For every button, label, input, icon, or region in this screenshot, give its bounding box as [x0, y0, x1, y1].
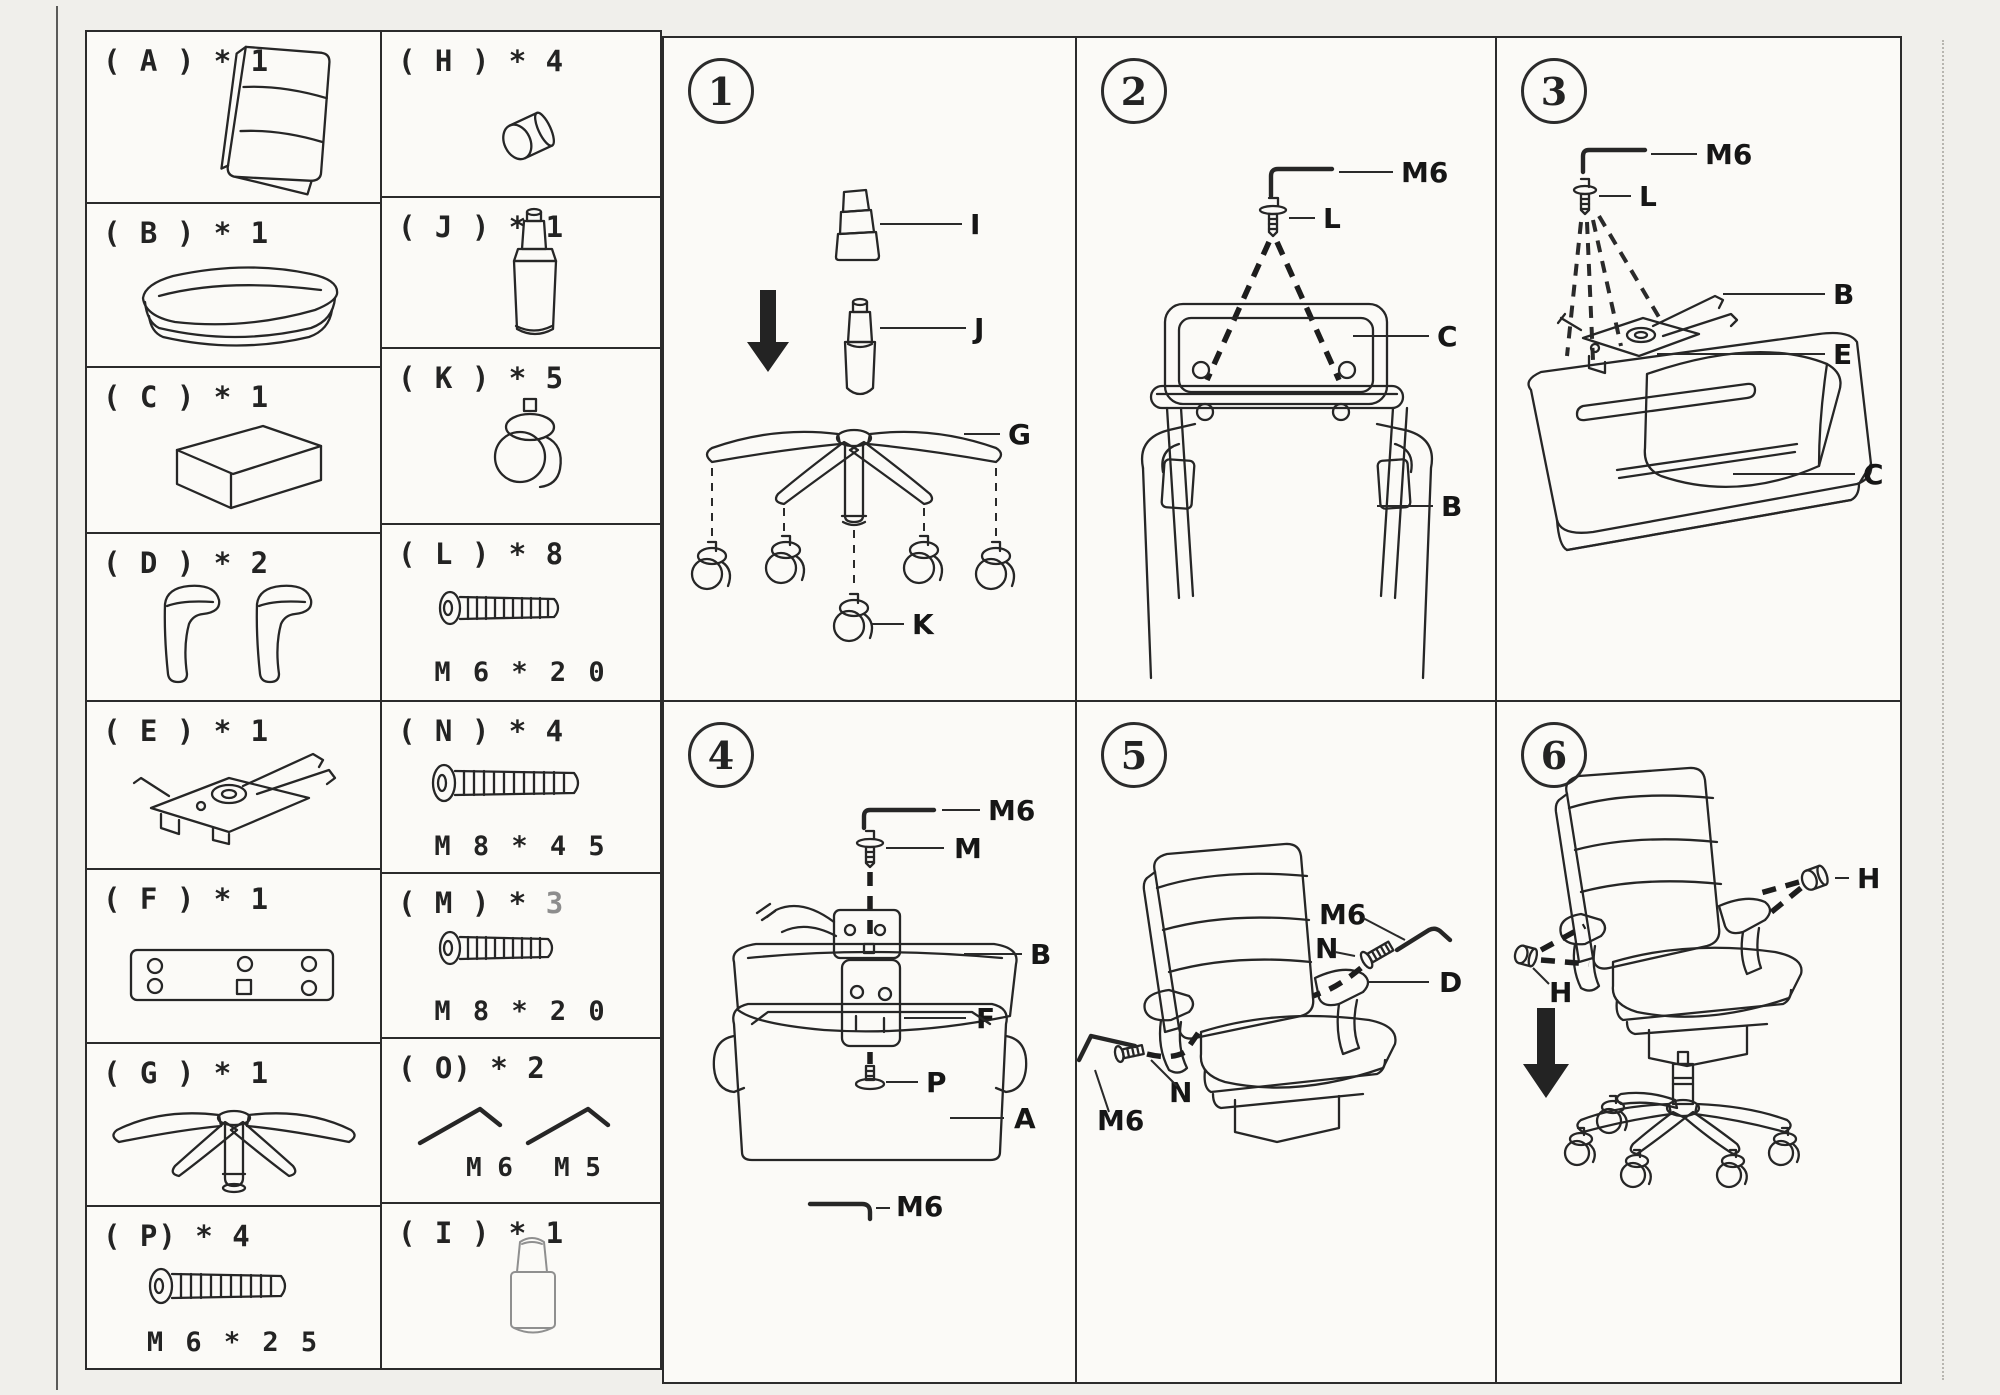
scan-artifact-line [1942, 40, 1945, 1380]
callout-key-top: M6 [988, 794, 1036, 827]
callout-bolt-bottom: P [926, 1066, 947, 1099]
part-label-p: ( P) * 4 [103, 1219, 251, 1253]
part-spec-n: M 8 * 4 5 [434, 831, 608, 862]
step-number-5: 5 [1120, 732, 1148, 778]
step-number-4: 4 [707, 732, 735, 778]
part-cell-i [382, 1204, 660, 1368]
bolt-sketch-m [418, 918, 618, 978]
callout-cap-left: H [1549, 976, 1573, 1009]
step-3-diagram [1497, 38, 1898, 698]
step-5-diagram [1077, 702, 1495, 1380]
part-cell-c [87, 368, 380, 534]
callout-top-frame: C [1437, 320, 1458, 353]
part-cell-d [87, 534, 380, 702]
callout-key: M6 [1401, 156, 1449, 189]
part-cell-h [382, 32, 660, 198]
part-label-b: ( B ) * 1 [103, 216, 270, 250]
step-panel-6 [1497, 702, 1900, 1382]
part-spec-l: M 6 * 2 0 [434, 657, 608, 688]
callout-key-right: M6 [1319, 898, 1367, 931]
step-panel-4 [664, 702, 1077, 1382]
callout-base: G [1008, 418, 1031, 451]
caster-sketch [462, 391, 612, 521]
seat-cushion-sketch [115, 236, 355, 362]
callout-cushion: C [1863, 458, 1884, 491]
part-label-o: ( O) * 2 [398, 1051, 546, 1085]
bolt-sketch-l [418, 577, 618, 639]
part-cell-p [87, 1207, 380, 1368]
callout-bolt-right: N [1315, 932, 1339, 965]
step-number-2: 2 [1120, 68, 1148, 114]
foam-block-sketch [123, 412, 343, 528]
allen-key-pair-sketch [406, 1081, 636, 1161]
step-panel-2 [1077, 38, 1497, 702]
part-label-d: ( D ) * 2 [103, 546, 270, 580]
callout-cap-right: H [1857, 862, 1881, 895]
step-6-diagram [1497, 702, 1898, 1380]
step-number-1: 1 [707, 68, 735, 114]
assembly-steps-grid [662, 36, 1902, 1384]
part-label-h: ( H ) * 4 [398, 44, 565, 78]
scan-page-edge-line [56, 6, 58, 1390]
part-cell-l [382, 525, 660, 702]
part-cell-b [87, 204, 380, 368]
part-label-m-prefix: ( M ) * [398, 886, 528, 920]
allen-key-m5-label: M 5 [554, 1153, 601, 1183]
callout-armrest: D [1439, 966, 1463, 999]
connecting-plate-sketch [111, 926, 357, 1026]
parts-table [85, 30, 662, 1370]
part-cell-e [87, 702, 380, 870]
backrest-cushion-sketch [173, 38, 373, 200]
part-cell-n [382, 702, 660, 874]
part-cell-j [382, 198, 660, 349]
step-2-diagram [1077, 38, 1495, 698]
armrest-pair-sketch [139, 574, 349, 698]
downward-arrow-icon [1523, 1008, 1569, 1098]
tilt-mechanism-sketch [117, 734, 357, 866]
part-spec-m: M 8 * 2 0 [434, 996, 608, 1027]
callout-key-left: M6 [1097, 1104, 1145, 1137]
part-label-k: ( K ) * 5 [398, 361, 565, 395]
callout-mechanism: E [1833, 338, 1853, 371]
part-label-e: ( E ) * 1 [103, 714, 270, 748]
step-panel-5 [1077, 702, 1497, 1382]
callout-key-bottom: M6 [896, 1190, 944, 1223]
bolt-sketch-p [129, 1255, 339, 1317]
step-4-diagram [664, 702, 1075, 1380]
allen-key-m6-label: M 6 [466, 1153, 513, 1183]
part-cell-a [87, 32, 380, 204]
callout-bolt: L [1323, 202, 1341, 235]
part-cell-o [382, 1039, 660, 1204]
part-label-g: ( G ) * 1 [103, 1056, 270, 1090]
step-panel-3 [1497, 38, 1900, 702]
five-star-base-sketch [99, 1082, 369, 1204]
step-number-3: 3 [1540, 68, 1568, 114]
part-label-c: ( C ) * 1 [103, 380, 270, 414]
part-label-m-qty: 3 [545, 886, 565, 920]
callout-gas-lift: J [974, 312, 985, 345]
step-number-6: 6 [1540, 732, 1568, 778]
gas-lift-sketch [476, 198, 606, 348]
part-cell-g [87, 1044, 380, 1207]
part-label-l: ( L ) * 8 [398, 537, 565, 571]
callout-plate: F [976, 1002, 996, 1035]
part-label-f: ( F ) * 1 [103, 882, 270, 916]
part-cell-k [382, 349, 660, 525]
part-label-n: ( N ) * 4 [398, 714, 565, 748]
telescopic-cover-sketch [478, 1218, 598, 1364]
part-label-i: ( I ) * 1 [398, 1216, 565, 1250]
callout-back-frame: B [1441, 490, 1463, 523]
downward-arrow-icon [747, 290, 789, 372]
bolt-sketch-n [412, 750, 628, 816]
callout-caster: K [912, 608, 934, 641]
callout-backrest: A [1014, 1102, 1036, 1135]
part-cell-m [382, 874, 660, 1039]
callout-bolt-top: M [954, 832, 982, 865]
callout-key: M6 [1705, 138, 1753, 171]
part-spec-p: M 6 * 2 5 [146, 1327, 321, 1358]
part-label-a: ( A ) * 1 [103, 44, 270, 78]
step-1-diagram [664, 38, 1075, 698]
part-label-j: ( J ) * 1 [398, 210, 565, 244]
callout-back-frame: B [1833, 278, 1855, 311]
step-panel-1 [664, 38, 1077, 702]
callout-bolt: L [1639, 180, 1657, 213]
callout-bolt-left: N [1169, 1076, 1193, 1109]
callout-cover: I [970, 208, 981, 241]
part-label-m [398, 886, 564, 920]
callout-seat: B [1030, 938, 1052, 971]
screw-cap-sketch [460, 84, 610, 184]
part-cell-f [87, 870, 380, 1044]
